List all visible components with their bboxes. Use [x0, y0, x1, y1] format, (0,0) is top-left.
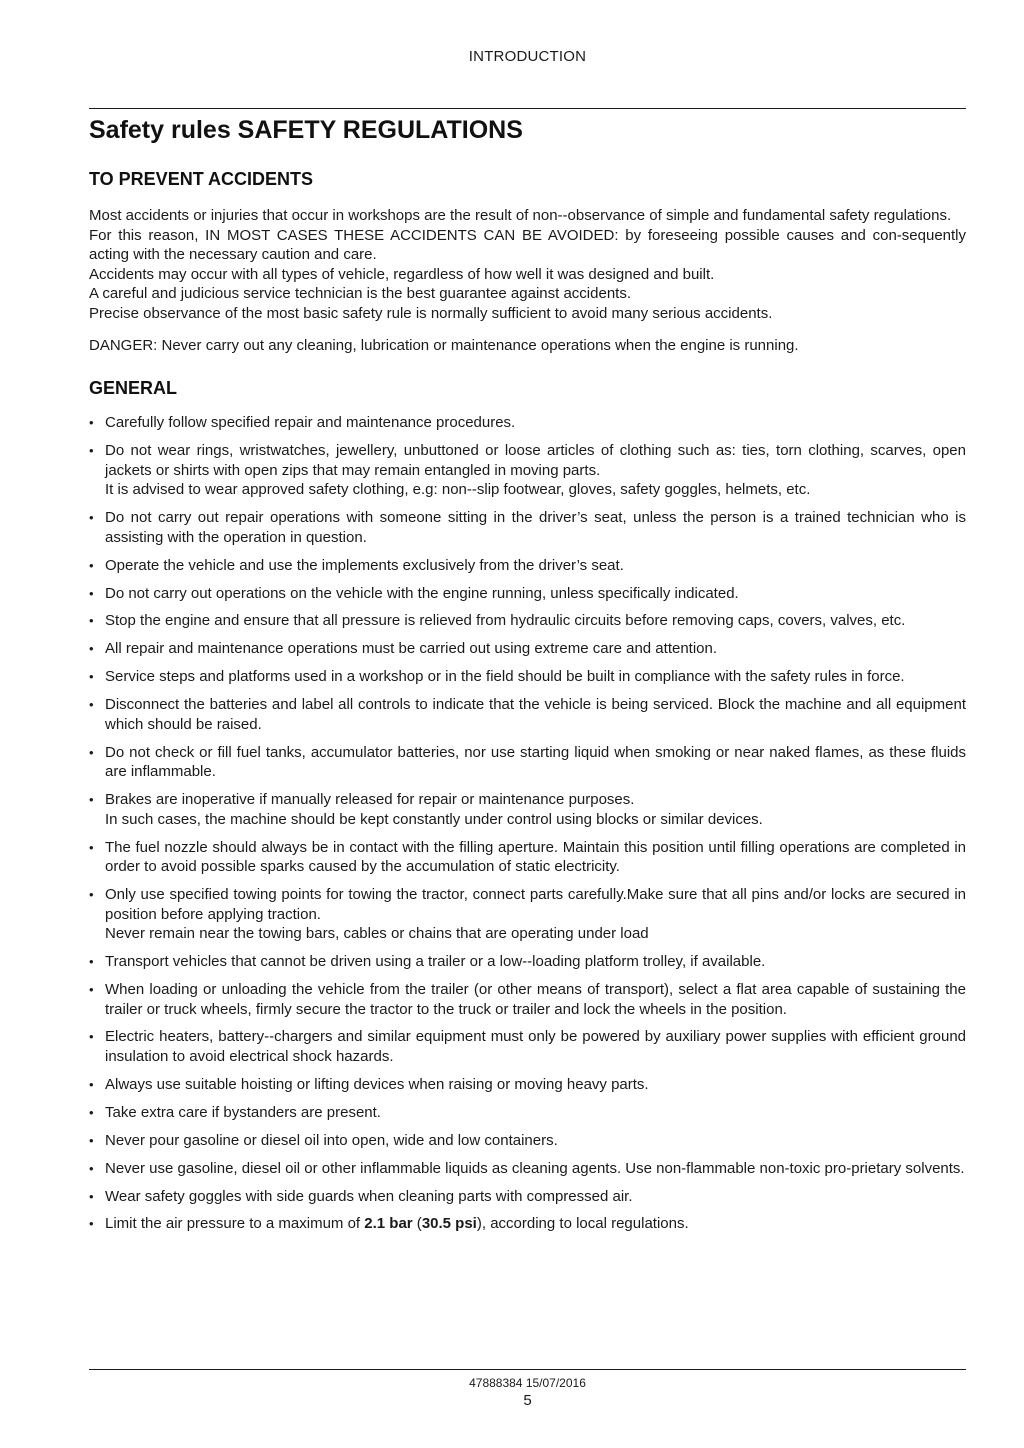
running-header: INTRODUCTION — [468, 48, 587, 65]
intro-line: Precise observance of the most basic safety rule is normally sufficient to avoid many serious accidents. — [89, 304, 773, 322]
list-item: • Never pour gasoline or diesel oil into open, wide and low containers. — [89, 1131, 966, 1151]
intro-line: A careful and judicious service technician is the best guarantee against accidents. — [89, 285, 631, 303]
general-rules-list — [89, 413, 966, 1234]
list-item: • The fuel nozzle should always be in contact with the filling aperture. Maintain this position until filling operations are completed in order to avoid possible sparks caused by the accumulation of static electricity. — [89, 838, 966, 877]
heading-general: GENERAL — [89, 378, 178, 399]
list-item: • Limit the air pressure to a maximum of 2.1 bar (30.5 psi), according to local regulations. — [89, 1214, 966, 1234]
list-item: • Brakes are inoperative if manually released for repair or maintenance purposes. In such cases, the machine should be kept constantly under control using blocks or similar devices. — [89, 790, 966, 829]
list-item: • Never use gasoline, diesel oil or other inflammable liquids as cleaning agents. Use non-flammable non-toxic pro-prietary solvents. — [89, 1159, 966, 1179]
list-item: • Carefully follow specified repair and maintenance procedures. — [89, 413, 966, 433]
pressure-psi-value: 30.5 psi — [421, 1215, 477, 1233]
list-item: • Operate the vehicle and use the implements exclusively from the driver’s seat. — [89, 556, 966, 576]
intro-line: Most accidents or injuries that occur in workshops are the result of non--observance of simple and fundamental safety regulations. — [89, 207, 952, 224]
intro-line: For this reason, IN MOST CASES THESE ACCIDENTS CAN BE AVOIDED: by foreseeing possible causes and con-sequently acting with the necessary caution and care. — [89, 226, 966, 264]
list-item: • Do not carry out repair operations with someone sitting in the driver’s seat, unless the person is a trained technician who is assisting with the operation in question. — [89, 508, 966, 547]
list-item: • Take extra care if bystanders are present. — [89, 1103, 966, 1123]
footer-rule — [89, 1369, 966, 1370]
document-id: 47888384 15/07/2016 — [469, 1376, 586, 1390]
danger-note: DANGER: Never carry out any cleaning, lubrication or maintenance operations when the engine is running. — [89, 336, 799, 354]
list-item: • Do not wear rings, wristwatches, jewellery, unbuttoned or loose articles of clothing such as: ties, torn clothing, scarves, open jackets or shirts with open zips that may remain entangled in moving parts. It is advised to wear approved safety clothing, e.g: non--slip footwear, gloves, safety goggles, helmets, etc. — [89, 441, 966, 500]
page-number: 5 — [523, 1392, 532, 1409]
list-item: • Wear safety goggles with side guards when cleaning parts with compressed air. — [89, 1187, 966, 1207]
list-item: • Electric heaters, battery--chargers and similar equipment must only be powered by auxiliary power supplies with efficient ground insulation to avoid electrical shock hazards. — [89, 1027, 966, 1066]
list-item: • All repair and maintenance operations must be carried out using extreme care and attention. — [89, 639, 966, 659]
list-item: • Only use specified towing points for towing the tractor, connect parts carefully.Make sure that all pins and/or locks are secured in position before applying traction. Never remain near the towing bars, cables or chains that are operating under load — [89, 885, 966, 944]
pressure-bar-value: 2.1 bar — [364, 1215, 413, 1233]
section-title: Safety rules SAFETY REGULATIONS — [89, 116, 523, 144]
list-item: • Disconnect the batteries and label all controls to indicate that the vehicle is being serviced. Block the machine and all equipment which should be raised. — [89, 695, 966, 734]
list-item: • Always use suitable hoisting or lifting devices when raising or moving heavy parts. — [89, 1075, 966, 1095]
header-rule — [89, 108, 966, 109]
page-content — [89, 168, 966, 1242]
intro-paragraph — [89, 206, 966, 324]
list-item: • When loading or unloading the vehicle from the trailer (or other means of transport), select a flat area capable of sustaining the trailer or truck wheels, firmly secure the tractor to the truck or trailer and lock the wheels in the position. — [89, 980, 966, 1019]
list-item: • Stop the engine and ensure that all pressure is relieved from hydraulic circuits before removing caps, covers, valves, etc. — [89, 611, 966, 631]
list-item: • Do not check or fill fuel tanks, accumulator batteries, nor use starting liquid when smoking or near naked flames, as these fluids are inflammable. — [89, 743, 966, 782]
intro-line: Accidents may occur with all types of vehicle, regardless of how well it was designed and built. — [89, 265, 715, 283]
list-item: • Do not carry out operations on the vehicle with the engine running, unless specifically indicated. — [89, 584, 966, 604]
heading-prevent-accidents: TO PREVENT ACCIDENTS — [89, 169, 314, 189]
list-item: • Transport vehicles that cannot be driven using a trailer or a low--loading platform trolley, if available. — [89, 952, 966, 972]
list-item: • Service steps and platforms used in a workshop or in the field should be built in compliance with the safety rules in force. — [89, 667, 966, 687]
